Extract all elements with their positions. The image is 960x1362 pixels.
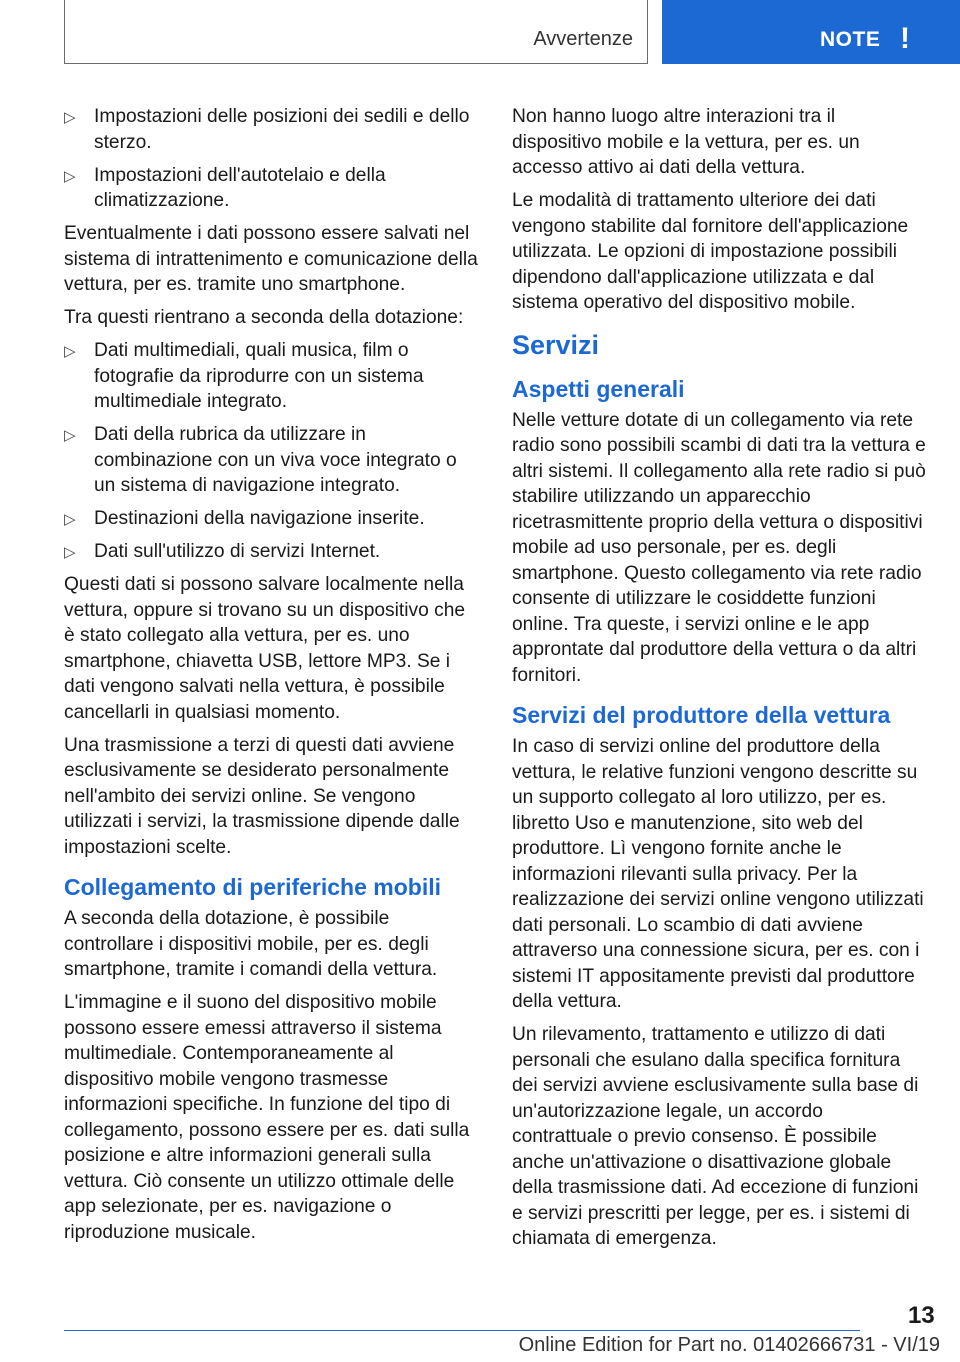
list-item: ▷ Dati della rubrica da utilizzare in combinazione con un viva voce integrato o un sistema di navigazione integrato.: [64, 424, 457, 496]
paragraph: In caso di servizi online del produttore della vettura, le relative funzioni vengono descritte su un supporto collegato al loro utilizzo, per es. libretto Uso e manutenzione, sito web del produttore. Lì vengono fornite anche le informazioni rilevanti sulla privacy. Per la realizzazione dei servizi online vengono utilizzati dati personali. Lo scambio di dati avviene attraverso una connessione sicura, per es. con i sistemi IT appositamente previsti dal produttore della vettura.: [512, 736, 924, 1012]
list-item: ▷ Dati sull'utilizzo di servizi Internet.: [64, 539, 480, 565]
paragraph: L'immagine e il suono del dispositivo mobile possono essere emessi attraverso il sistema multimediale. Contemporaneamente al dispositivo mobile vengono trasmesse informazioni specifiche. In funzione del tipo di collegamento, possono essere per es. dati sulla posizione e altre informazioni generali sulla vettura. Ciò consente un utilizzo ottimale delle app selezionate, per es. navigazione o riproduzione musicale.: [64, 992, 470, 1243]
bullet-list-data: [64, 338, 480, 565]
triangle-bullet-icon: ▷: [64, 167, 76, 185]
paragraph: Eventualmente i dati possono essere salvati nel sistema di intrattenimento e comunicazione della vettura, per es. tramite uno smartphone.: [64, 223, 478, 295]
triangle-bullet-icon: ▷: [64, 427, 76, 444]
header-section-box: [64, 0, 648, 64]
paragraph: Nelle vetture dotate di un collegamento via rete radio sono possibili scambi di dati tra la vettura e altri sistemi. Il collegamento alla rete radio si può stabilire utilizzando un apparecchio ricetrasmittente proprio della vettura o dispositivi mobile ad uso personale, per es. degli smartphone. Questo collegamento via rete radio consente di utilizzare le cosiddette funzioni online. Tra queste, i servizi online e le app approntate dal produttore della vettura o da altri fornitori.: [512, 409, 926, 686]
list-item: ▷ Impostazioni delle posizioni dei sedili e dello sterzo.: [64, 106, 470, 153]
footer-divider: [64, 1330, 860, 1331]
triangle-bullet-icon: ▷: [64, 343, 76, 360]
bullet-list-settings: [64, 104, 480, 214]
footer-edition: Online Edition for Part no. 01402666731 - VI/19: [518, 1334, 940, 1356]
header-section-title: Avvertenze: [533, 28, 633, 50]
right-column: [512, 104, 928, 1259]
paragraph: Una trasmissione a terzi di questi dati avviene esclusivamente se desiderato personalmente nell'ambito dei servizi online. Se vengono utilizzati i servizi, la trasmissione dipende dalle impostazioni scelte.: [64, 734, 460, 858]
heading-servizi-produttore: Servizi del produttore della vettura: [512, 702, 891, 728]
paragraph: A seconda della dotazione, è possibile controllare i dispositivi mobile, per es. degli smartphone, tramite i comandi della vettura.: [64, 908, 438, 980]
paragraph: Non hanno luogo altre interazioni tra il dispositivo mobile e la vettura, per es. un accesso attivo ai dati della vettura.: [512, 106, 860, 178]
paragraph: Le modalità di trattamento ulteriore dei dati vengono stabilite dal fornitore dell'applicazione utilizzata. Le opzioni di impostazione possibili dipendono dall'applicazione utilizzata e dal sistema operativo del dispositivo mobile.: [512, 190, 909, 313]
left-column: [64, 104, 480, 1253]
list-item: ▷ Dati multimediali, quali musica, film o fotografie da riprodurre con un sistema multimediale integrato.: [64, 340, 424, 412]
heading-aspetti-generali: Aspetti generali: [512, 375, 685, 402]
paragraph: Un rilevamento, trattamento e utilizzo di dati personali che esulano dalla specifica fornitura dei servizi avviene esclusivamente sulla base di un'autorizzazione legale, un accordo contrattuale o previo consenso. È possibile anche un'attivazione o disattivazione globale della trasmissione dati. Ad eccezione di funzioni e servizi prescritti per legge, per es. i sistemi di chiamata di emergenza.: [512, 1024, 919, 1249]
paragraph: Questi dati si possono salvare localmente nella vettura, oppure si trovano su un dispositivo che è stato collegato alla vettura, per es. uno smartphone, chiavetta USB, lettore MP3. Se i dati vengono salvati nella vettura, è possibile cancellarli in qualsiasi momento.: [64, 574, 466, 723]
header-chapter-box: [662, 0, 960, 64]
heading-servizi: Servizi: [512, 329, 600, 360]
exclamation-icon: !: [900, 22, 910, 55]
list-item: ▷ Destinazioni della navigazione inserite.: [64, 506, 480, 532]
triangle-bullet-icon: ▷: [64, 109, 76, 126]
triangle-bullet-icon: ▷: [64, 544, 76, 561]
page-number: 13: [908, 1302, 935, 1329]
heading-collegamento: Collegamento di periferiche mobili: [64, 874, 442, 900]
paragraph: Tra questi rientrano a seconda della dotazione:: [64, 307, 464, 328]
list-item: ▷ Impostazioni dell'autotelaio e della climatizzazione.: [64, 164, 386, 211]
triangle-bullet-icon: ▷: [64, 511, 76, 528]
header-chapter-title: NOTE: [820, 28, 881, 51]
